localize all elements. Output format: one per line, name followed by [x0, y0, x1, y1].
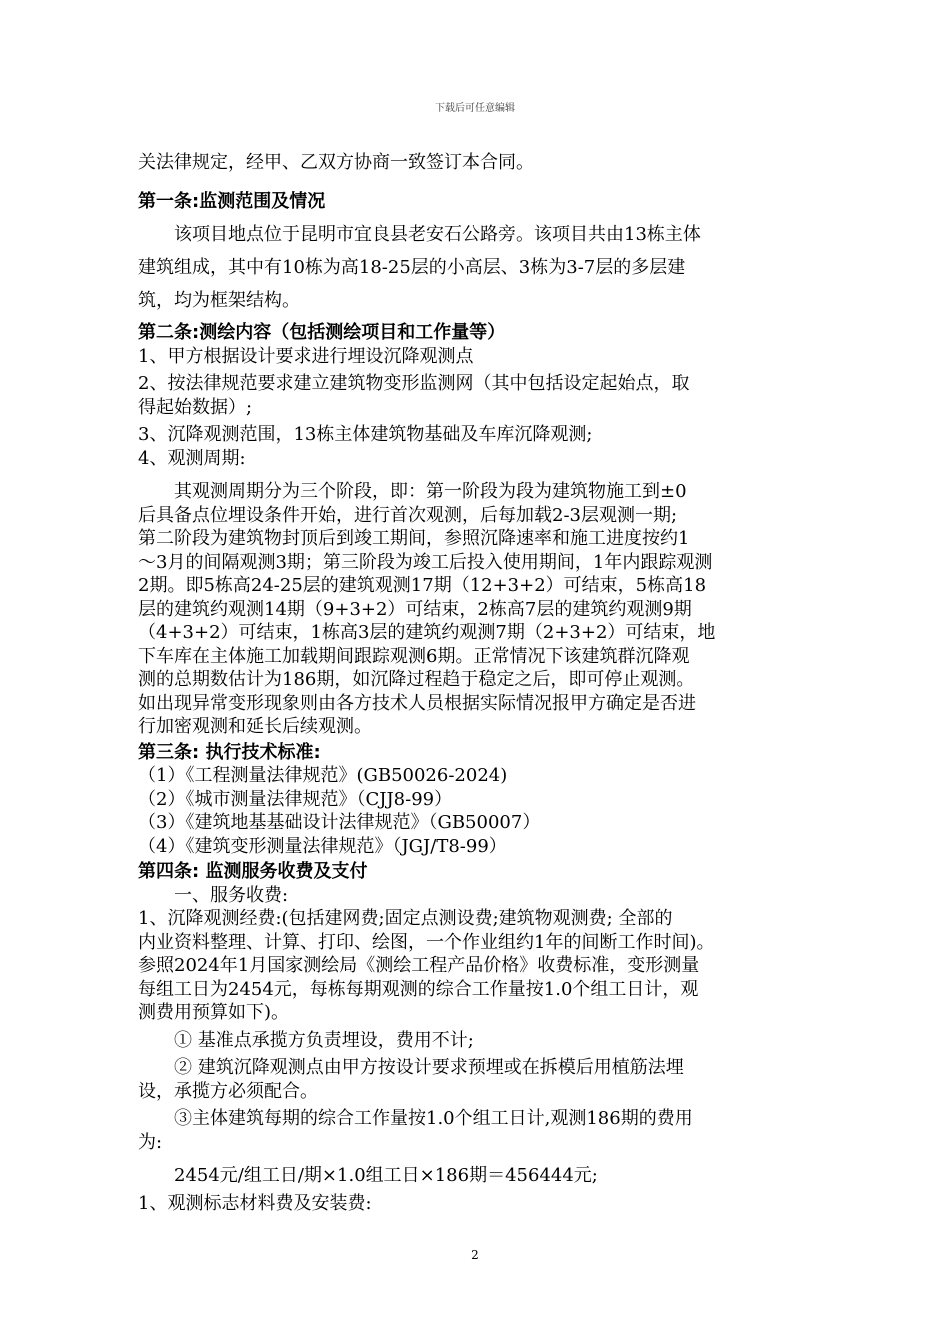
fee-formula: 2454元/组工日/期×1.0组工日×186期＝456444元; [174, 1165, 598, 1186]
period-line: 测的总期数估计为186期，如沉降过程趋于稳定之后，即可停止观测。 [138, 669, 695, 690]
article2-item: 3、沉降观测范围，13栋主体建筑物基础及车库沉降观测; [138, 424, 593, 445]
note-item-3: ③主体建筑每期的综合工作量按1.0个组工日计,观测186期的费用 [174, 1108, 693, 1129]
article4-line: 内业资料整理、计算、打印、绘图，一个作业组约1年的间断工作时间)。 [138, 931, 715, 953]
period-line: 后具备点位埋设条件开始，进行首次观测，后每加载2-3层观测一期; [138, 504, 678, 526]
standard-item: （4）《建筑变形测量法律规范》（JGJ/T8-99） [138, 835, 507, 857]
observation-period-paragraph [138, 480, 838, 739]
article1-line: 该项目地点位于昆明市宜良县老安石公路旁。该项目共由13栋主体 [174, 224, 701, 245]
article2-item: 4、观测周期: [138, 447, 246, 469]
period-line: （4+3+2）可结束，1栋高3层的建筑约观测7期（2+3+2）可结束，地 [138, 622, 716, 643]
note-item-1: ① 基准点承揽方负责埋设，费用不计; [174, 1029, 474, 1051]
standard-item: （2）《城市测量法律规范》（CJJ8-99） [138, 788, 453, 810]
article4-heading: 第四条: 监测服务收费及支付 [138, 861, 368, 882]
article2-heading: 第二条:测绘内容（包括测绘项目和工作量等） [138, 322, 506, 343]
article1-line: 建筑组成，其中有10栋为高18-25层的小高层、3栋为3-7层的多层建 [138, 257, 686, 278]
article4-line: 每组工日为2454元，每栋每期观测的综合工作量按1.0个组工日计，观 [138, 978, 699, 1000]
note-item-2: ② 建筑沉降观测点由甲方按设计要求预埋或在拆模后用植筋法埋 [174, 1057, 684, 1078]
note-item-3-cont: 为: [138, 1131, 163, 1153]
period-line: 下车库在主体施工加载期间跟踪观测6期。正常情况下该建筑群沉降观 [138, 645, 690, 667]
page-number: 2 [471, 1248, 479, 1262]
note-item-2-cont: 设，承揽方必须配合。 [138, 1080, 318, 1102]
article1-line: 筑，均为框架结构。 [138, 290, 300, 311]
period-line: 如出现异常变形现象则由各方技术人员根据实际情况报甲方确定是否进 [138, 692, 696, 714]
period-line: 2期。即5栋高24-25层的建筑观测17期（12+3+2）可结束，5栋高18 [138, 575, 707, 596]
intro-line: 关法律规定，经甲、乙双方协商一致签订本合同。 [138, 152, 534, 173]
article2-item: 1、甲方根据设计要求进行埋设沉降观测点 [138, 345, 474, 367]
article4-line: 参照2024年1月国家测绘局《测绘工程产品价格》收费标准，变形测量 [138, 955, 700, 976]
period-line: 行加密观测和延长后续观测。 [138, 716, 372, 737]
article4-subheading: 一、服务收费: [174, 884, 289, 906]
standard-item: （1）《工程测量法律规范》(GB50026-2024) [138, 765, 508, 786]
article1-heading: 第一条:监测范围及情况 [138, 191, 326, 212]
period-line: ～3月的间隔观测3期；第三阶段为竣工后投入使用期间，1年内跟踪观测 [138, 551, 713, 573]
page-header: 下载后可任意编辑 [435, 103, 515, 114]
article3-heading: 第三条: 执行技术标准: [138, 741, 321, 763]
period-line: 其观测周期分为三个阶段，即：第一阶段为段为建筑物施工到±0 [174, 481, 687, 502]
article2-item: 2、按法律规范要求建立建筑物变形监测网（其中包括设定起始点，取 [138, 373, 690, 394]
period-line: 第二阶段为建筑物封顶后到竣工期间，参照沉降速率和施工进度按约1 [138, 528, 690, 549]
period-line: 层的建筑约观测14期（9+3+2）可结束，2栋高7层的建筑约观测9期 [138, 598, 692, 620]
article4-line: 1、沉降观测经费:(包括建网费;固定点测设费;建筑物观测费; 全部的 [138, 908, 673, 929]
article4-line: 测费用预算如下)。 [138, 1002, 290, 1023]
material-fee-item: 1、观测标志材料费及安装费: [138, 1192, 372, 1214]
article2-item: 得起始数据）; [138, 396, 253, 418]
standard-item: （3）《建筑地基基础设计法律规范》（GB50007） [138, 812, 541, 833]
document-body [138, 146, 838, 1215]
